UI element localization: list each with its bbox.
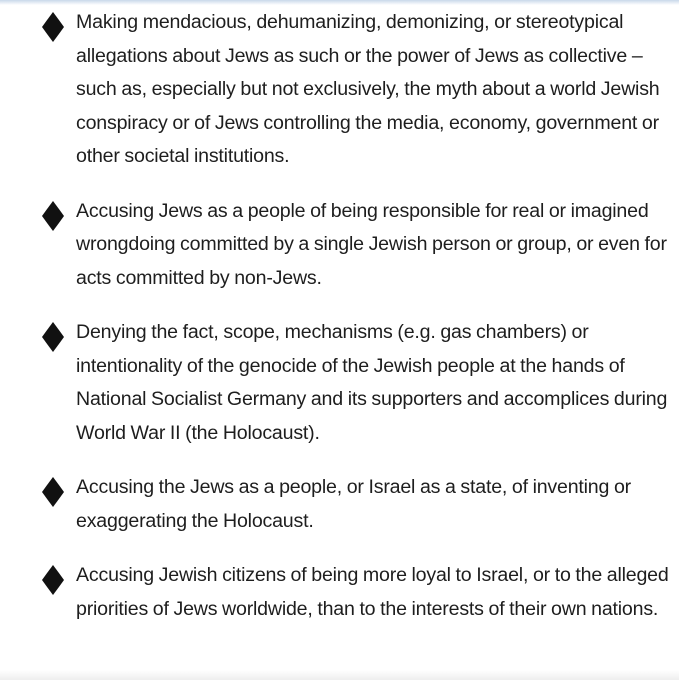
bullet-list <box>0 6 679 626</box>
list-item <box>0 6 679 174</box>
list-item-text: Accusing Jewish citizens of being more loyal to Israel, or to the alleged priorities of Jews worldwide, than to the interests of their own nations. <box>76 564 669 620</box>
top-edge <box>0 0 679 5</box>
list-item-text: Accusing the Jews as a people, or Israel as a state, of inventing or exaggerating the Holocaust. <box>76 476 631 532</box>
list-item-text: Denying the fact, scope, mechanisms (e.g. gas chambers) or intentionality of the genocide of the Jewish people at the hands of National Socialist Germany and its supporters and accomplices during World War II (the Holocaust). <box>76 321 668 444</box>
list-item <box>0 316 679 450</box>
list-item <box>0 559 679 626</box>
bottom-edge <box>0 670 679 680</box>
diamond-bullet-icon <box>41 477 65 507</box>
list-item <box>0 471 679 538</box>
diamond-bullet-icon <box>41 565 65 595</box>
list-item-text: Making mendacious, dehumanizing, demonizing, or stereotypical allegations about Jews as such or the power of Jews as collective – such as, especially but not exclusively, the myth about a world Jewish conspiracy or of Jews controlling the media, economy, government or other societal institutions. <box>76 11 660 167</box>
list-item-text: Accusing Jews as a people of being responsible for real or imagined wrongdoing committed by a single Jewish person or group, or even for acts committed by non-Jews. <box>76 199 667 289</box>
diamond-bullet-icon <box>41 322 65 352</box>
diamond-bullet-icon <box>41 12 65 42</box>
diamond-bullet-icon <box>41 201 65 231</box>
list-item <box>0 195 679 296</box>
